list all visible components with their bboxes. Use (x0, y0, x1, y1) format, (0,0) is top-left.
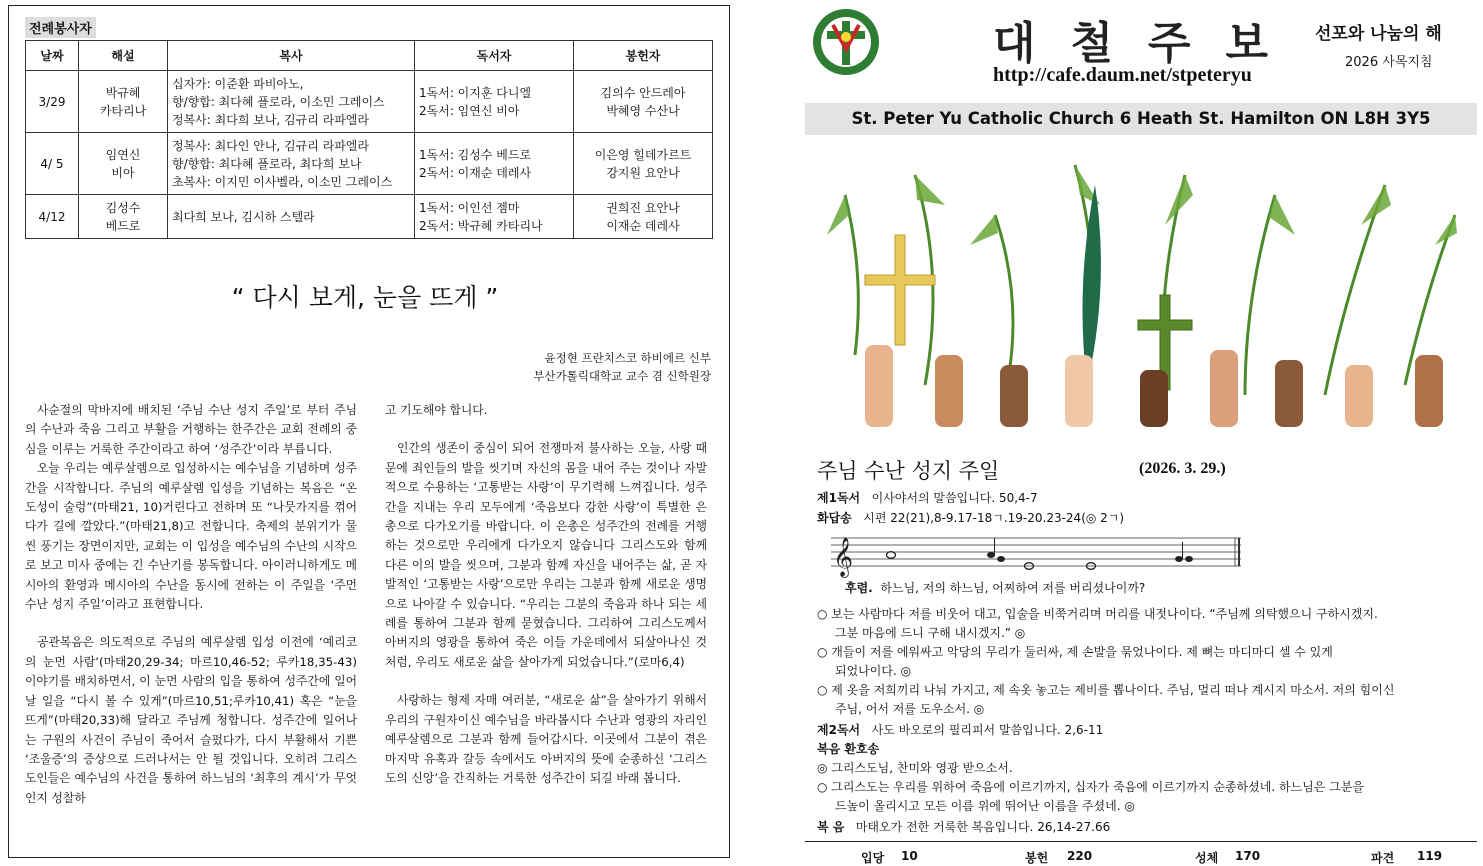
table-row (26, 133, 713, 195)
homily-title: “ 다시 보게, 눈을 뜨게 ” (231, 283, 499, 312)
second-reading-label: 제2독서 (817, 723, 861, 737)
verse-line: ○ 보는 사람마다 저를 비웃어 대고, 입술을 비쭉거리며 머리를 내젓나이다. “주님께 의탁했으니 구하시겠지. (817, 607, 1378, 621)
cell-date: 4/ 5 (26, 133, 79, 195)
cell-readers: 1독서: 이지훈 다니엘 2독서: 임연신 비아 (415, 71, 574, 133)
slogan-subtitle: 2026 사목지침 (1345, 55, 1433, 70)
header-date: 날짜 (26, 41, 79, 71)
homily-column-2 (385, 401, 707, 807)
table-header-row (26, 41, 713, 71)
paragraph: 인간의 생존이 중심이 되어 전쟁마저 불사하는 오늘, 사랑 때문에 죄인들의 발을 씻기며 자신의 몸을 내어 주는 것이나 자발적으로 수용하는 ‘고통받는 사랑’이 무기력해 느껴집니다. 성주간을 지내는 우리 모두에게 ‘죽음보다 강한 사랑’이 특별한 은총으로 다가오기를 바랍니다. 이 은총은 성주간의 전례를 거행하는 것으로만 우리에게 다가오지 않습니다 그리스도와 함께 다른 이의 발을 씻으며, 그분과 함께 자신을 내어주는 삶, 곧 자발적인 ‘고통받는 사랑’으로만 우리는 그분과 함께 새로운 생명으로 나아갈 수 있습니다. “우리는 그분의 죽음과 하나 되는 세례를 통하여 그분과 함께 묻혔습니다. 그리하여 그리스도께서 아버지의 영광을 통하여 죽은 이들 가운데에서 되살아나신 것처럼, 우리도 새로운 삶을 살아가게 되었습니다.”(로마6,4) (385, 441, 707, 669)
cell-date: 4/12 (26, 195, 79, 239)
first-reading (817, 489, 1038, 506)
verse-line: 주님, 어서 저를 도우소서. ◎ (835, 702, 985, 716)
paragraph: 공관복음은 의도적으로 주님의 예루살렘 입성 이전에 ‘예리코의 눈먼 사람’(마태20,29-34; 마르10,46-52; 루카18,35-43) 이야기를 배치하면서, 이 눈먼 사람의 입을 통하여 성주간에 일어날 일을 “다시 볼 수 있게”(마르10,51;루카10,41) 혹은 “눈을 뜨게”(마태20,33)해 달라고 주님께 청합니다. 성주간에 일어나는 구원의 사건이 주님이 죽어서 슬펐다가, 다시 부활해서 기쁜 ‘조울증’의 증상으로 드러나서는 안 될 것입니다. 오히려 그리스도인들은 예수님의 사건을 통하여 하느님의 ‘최후의 계시’가 무엇인지 성찰하 (25, 635, 357, 805)
left-page (8, 5, 730, 858)
cell-readers: 1독서: 김성수 베드로 2독서: 이재순 데레사 (415, 133, 574, 195)
sunday-date: (2026. 3. 29.) (1139, 460, 1226, 477)
cafe-url[interactable]: http://cafe.daum.net/stpeteryu (993, 64, 1252, 86)
hymn-footer (805, 841, 1477, 864)
recessional-number: 119 (1417, 849, 1443, 863)
first-reading-label: 제1독서 (817, 491, 861, 505)
acclamation-line: ◎ 그리스도님, 찬미와 영광 받으소서. (817, 761, 1013, 775)
paragraph: 사랑하는 형제 자매 여러분, “새로운 삶”을 살아가기 위해서 우리의 구원자이신 예수님을 바라봅시다 수난과 영광의 자리인 예루살렘으로 그분과 함께 들어갑시다. 이곳에서 그분이 겪은 마지막 유혹과 갈등 속에서도 아버지의 뜻에 순종하신 ‘그리스도의 신앙’을 간직하는 거룩한 성주간이 되길 바래 봅니다. (385, 693, 707, 785)
verse-line: ○ 개들이 저를 에워싸고 악당의 무리가 둘러싸, 제 손발을 묶었나이다. 제 뼈는 마디마디 셀 수 있게 (817, 645, 1333, 659)
liturgy-roster-table (25, 40, 713, 239)
music-staff (831, 530, 1241, 580)
acclamation-label: 복음 환호송 (817, 742, 880, 756)
entrance-label: 입당 (861, 851, 885, 865)
cell-servers: 십자가: 이준환 파비아노, 향/향합: 최다혜 플로라, 이소민 그레이스 정복사: 최다희 보나, 김규리 라파엘라 (168, 71, 415, 133)
cell-offertory: 이은영 힐데가르트 강지원 요안나 (574, 133, 713, 195)
acclamation-line: ○ 그리스도는 우리를 위하여 죽음에 이르기까지, 십자가 죽음에 이르기까지 순종하셨네. 하느님은 그분을 (817, 780, 1364, 794)
cell-servers: 최다희 보나, 김시하 스텔라 (168, 195, 415, 239)
palm-branches-illustration (825, 155, 1465, 427)
address-bar: St. Peter Yu Catholic Church 6 Heath St. Hamilton ON L8H 3Y5 (805, 103, 1477, 135)
paragraph: 고 기도해야 합니다. (385, 403, 488, 417)
second-reading-text: 사도 바오로의 필리피서 말씀입니다. 2,6-11 (871, 723, 1104, 737)
homily-column-1 (25, 401, 357, 827)
gospel-label: 복 음 (817, 820, 845, 834)
cell-commentator: 박규혜 카타리나 (79, 71, 168, 133)
church-logo-icon (811, 7, 881, 77)
sunday-title: 주님 수난 성지 주일 (817, 459, 1000, 483)
section-tag: 전례봉사자 (25, 17, 96, 38)
recessional-label: 파견 (1371, 851, 1395, 865)
homily-author: 윤정현 프란치스코 하비에르 신부 부산가톨릭대학교 교수 겸 신학원장 (533, 351, 711, 383)
refrain-label: 후렴. (845, 581, 873, 595)
cell-readers: 1독서: 이인선 젬마 2독서: 박규혜 카타리나 (415, 195, 574, 239)
masthead-title: 대철주보 (993, 18, 1304, 69)
verse-line: ○ 제 옷을 저희끼리 나눠 가지고, 제 속옷 놓고는 제비를 뽑나이다. 주님, 멀리 떠나 계시지 마소서. 저의 힘이신 (817, 683, 1395, 697)
verse-line: 그분 마음에 드니 구해 내시겠지.” ◎ (835, 626, 1026, 640)
cell-servers: 정복사: 최다인 안나, 김규리 라파엘라 향/향합: 최다혜 플로라, 최다희 보나 초복사: 이지민 이사벨라, 이소민 그레이스 (168, 133, 415, 195)
refrain-text: 하느님, 저의 하느님, 어찌하여 저를 버리셨나이까? (880, 581, 1146, 595)
svg-text:𝄞: 𝄞 (833, 537, 854, 577)
gospel (817, 818, 1477, 837)
slogan: 선포와 나눔의 해 (1315, 24, 1442, 44)
second-reading (817, 721, 1477, 740)
right-page (805, 5, 1477, 865)
responsorial-psalm (817, 509, 1124, 526)
header-commentator: 해설 (79, 41, 168, 71)
header-readers: 독서자 (415, 41, 574, 71)
header-offertory: 봉헌자 (574, 41, 713, 71)
paragraph: 사순절의 막바지에 배치된 ‘주님 수난 성지 주일’로 부터 주님의 수난과 죽음 그리고 부활을 거행하는 한주간은 교회 전례의 중심을 이루는 거룩한 주간이라고 하여 ‘성주간’이라 부릅니다. (25, 403, 357, 456)
cell-date: 3/29 (26, 71, 79, 133)
offertory-label: 봉헌 (1025, 851, 1049, 865)
header-servers: 복사 (168, 41, 415, 71)
psalm-label: 화답송 (817, 511, 852, 525)
psalm-text: 시편 22(21),8-9.17-18ㄱ.19-20.23-24(◎ 2ㄱ) (863, 511, 1125, 525)
cell-offertory: 권희진 요안나 이재순 데레사 (574, 195, 713, 239)
table-row (26, 195, 713, 239)
communion-label: 성체 (1195, 851, 1219, 865)
cell-offertory: 김의수 안드레아 박혜영 수산나 (574, 71, 713, 133)
entrance-number: 10 (901, 849, 918, 863)
cell-commentator: 김성수 베드로 (79, 195, 168, 239)
offertory-number: 220 (1067, 849, 1093, 863)
gospel-text: 마태오가 전한 거룩한 복음입니다. 26,14-27.66 (855, 820, 1111, 834)
verse-line: 되었나이다. ◎ (835, 664, 912, 678)
first-reading-text: 이사야서의 말씀입니다. 50,4-7 (871, 491, 1038, 505)
communion-number: 170 (1235, 849, 1261, 863)
cell-commentator: 임연신 비아 (79, 133, 168, 195)
psalm-verses (817, 605, 1477, 837)
table-row (26, 71, 713, 133)
acclamation-line: 드높이 올리시고 모든 이름 위에 뛰어난 이름을 주셨네. ◎ (835, 799, 1135, 813)
refrain (845, 579, 1145, 596)
paragraph: 오늘 우리는 예루살렘으로 입성하시는 예수님을 기념하며 성주간을 시작합니다. 주님의 예루살렘 입성을 기념하는 복음은 “온 도성이 술렁”(마태21, 10)거린다고 전하며 또 “나뭇가지를 꺾어다가 길에 깔았다.”(마태21,8)고 전합니다. 축제의 분위기가 물씬 풍기는 장면이지만, 교회는 이 입성을 예수님의 수난의 시작으로 보고 미사 중에는 긴 수난기를 봉독합니다. 아이러니하게도 메시아의 환영과 메시아의 수난을 동시에 전하는 이 주일을 ‘주먼 수난 성지 주일’이라고 표현합니다. (25, 461, 357, 612)
